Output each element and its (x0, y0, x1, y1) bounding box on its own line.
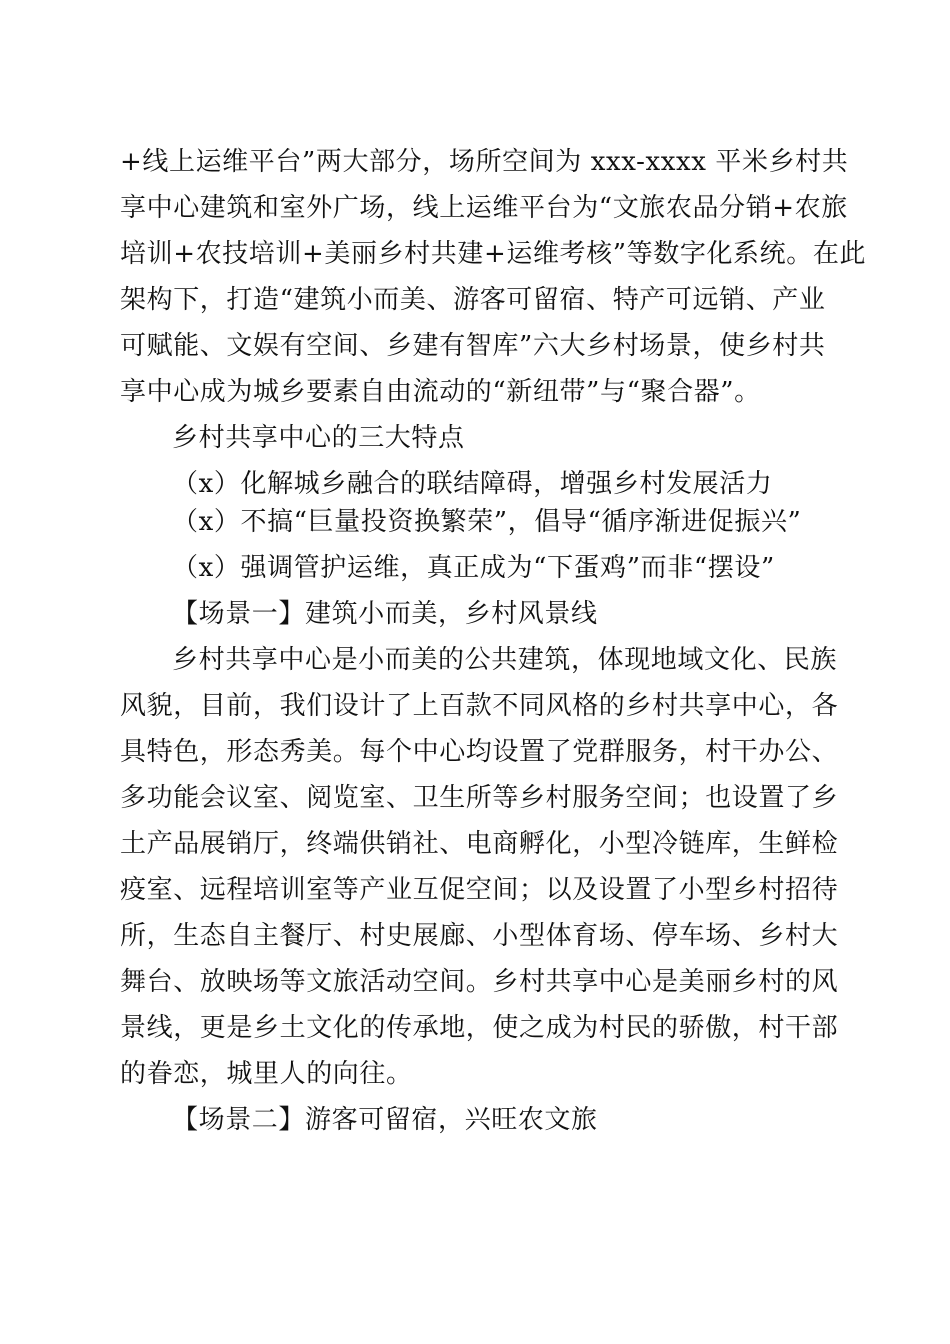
paragraph-line: 享中心建筑和室外广场，线上运维平台为“文旅农品分销+农旅 (120, 193, 848, 223)
scene-1-line: 具特色，形态秀美。每个中心均设置了党群服务，村干办公、 (120, 737, 839, 767)
scene-1-heading: 【场景一】建筑小而美，乡村风景线 (172, 599, 598, 629)
scene-1-line: 的眷恋，城里人的向往。 (120, 1059, 413, 1089)
scene-1-line: 土产品展销厅，终端供销社、电商孵化，小型冷链库，生鲜检 (120, 829, 839, 859)
scene-1-line: 舞台、放映场等文旅活动空间。乡村共享中心是美丽乡村的风 (120, 967, 839, 997)
feature-item: （x）不搞“巨量投资换繁荣”，倡导“循序渐进促振兴” (172, 507, 802, 537)
features-heading: 乡村共享中心的三大特点 (172, 423, 465, 453)
paragraph-line: 培训+农技培训+美丽乡村共建+运维考核”等数字化系统。在此 (120, 239, 867, 269)
paragraph-line: 享中心成为城乡要素自由流动的“新纽带”与“聚合器”。 (120, 377, 761, 407)
scene-1-line: 疫室、远程培训室等产业互促空间；以及设置了小型乡村招待 (120, 875, 839, 905)
paragraph-line: 架构下，打造“建筑小而美、游客可留宿、特产可远销、产业 (120, 285, 826, 315)
feature-item: （x）化解城乡融合的联结障碍，增强乡村发展活力 (172, 469, 773, 499)
scene-1-line: 多功能会议室、阅览室、卫生所等乡村服务空间；也设置了乡 (120, 783, 839, 813)
scene-1-line: 所，生态自主餐厅、村史展廊、小型体育场、停车场、乡村大 (120, 921, 839, 951)
scene-1-line: 风貌，目前，我们设计了上百款不同风格的乡村共享中心，各 (120, 691, 839, 721)
scene-1-line: 乡村共享中心是小而美的公共建筑，体现地域文化、民族 (172, 645, 838, 675)
feature-item: （x）强调管护运维，真正成为“下蛋鸡”而非“摆设” (172, 553, 775, 583)
paragraph-line: 可赋能、文娱有空间、乡建有智库”六大乡村场景，使乡村共 (120, 331, 826, 361)
scene-1-line: 景线，更是乡土文化的传承地，使之成为村民的骄傲，村干部 (120, 1013, 839, 1043)
paragraph-line: +线上运维平台”两大部分，场所空间为 xxx-xxxx 平米乡村共 (120, 147, 849, 177)
scene-2-heading: 【场景二】游客可留宿，兴旺农文旅 (172, 1105, 598, 1135)
